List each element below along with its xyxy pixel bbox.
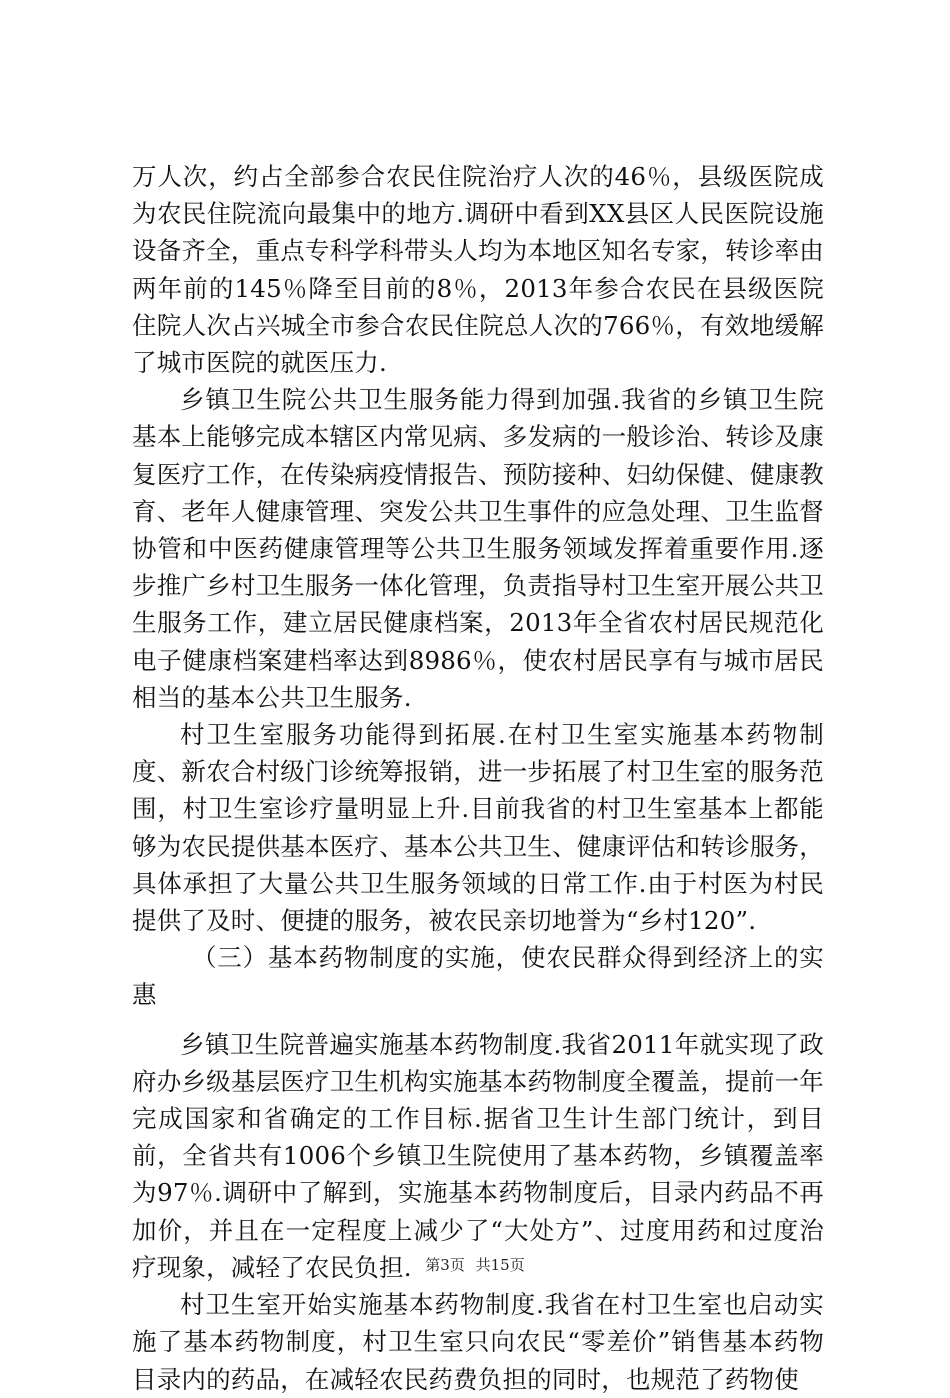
section-heading: （三）基本药物制度的实施，使农民群众得到经济上的实惠 (132, 943, 824, 1010)
page-footer (0, 1254, 950, 1275)
paragraph-township-health-center: 乡镇卫生院公共卫生服务能力得到加强.我省的乡镇卫生院基本上能够完成本辖区内常见病、多发病的一般诊治、转诊及康复医疗工作，在传染病疫情报告、预防接种、妇幼保健、健康教育、老年人健康管理、突发公共卫生事件的应急处理、卫生监督协管和中医药健康管理等公共卫生服务领域发挥着重要作用.逐步推广乡村卫生服务一体化管理，负责指导村卫生室开展公共卫生服务工作，建立居民健康档案，2013年全省农村居民规范化电子健康档案建档率达到8986％，使农村居民享有与城市居民相当的基本公共卫生服务. (132, 385, 824, 712)
paragraph-essential-drugs-township: 乡镇卫生院普遍实施基本药物制度.我省2011年就实现了政府办乡级基层医疗卫生机构实施基本药物制度全覆盖，提前一年完成国家和省确定的工作目标.据省卫生计生部门统计，到目前，全省共有1006个乡镇卫生院使用了基本药物，乡镇覆盖率为97％.调研中了解到，实施基本药物制度后，目录内药品不再加价，并且在一定程度上减少了“大处方”、过度用药和过度治疗现象，减轻了农民负担. (132, 1029, 824, 1282)
paragraph-county-hospital: 万人次，约占全部参合农民住院治疗人次的46％，县级医院成为农民住院流向最集中的地方.调研中看到XX县区人民医院设施设备齐全，重点专科学科带头人均为本地区知名专家，转诊率由两年前的145％降至目前的8％，2013年参合农民在县级医院住院人次占兴城全市参合农民住院总人次的766％，有效地缓解了城市医院的就医压力. (132, 162, 824, 378)
paragraph-essential-drugs-village: 村卫生室开始实施基本药物制度.我省在村卫生室也启动实施了基本药物制度，村卫生室只向农民“零差价”销售基本药物目录内的药品，在减轻农民药费负担的同时，也规范了药物使 (132, 1290, 824, 1394)
page-number: 第3页 (425, 1256, 465, 1274)
document-body (132, 158, 824, 1398)
paragraph-village-clinic: 村卫生室服务功能得到拓展.在村卫生室实施基本药物制度、新农合村级门诊统筹报销，进一步拓展了村卫生室的服务范围，村卫生室诊疗量明显上升.目前我省的村卫生室基本上都能够为农民提供基本医疗、基本公共卫生、健康评估和转诊服务，具体承担了大量公共卫生服务领域的日常工作.由于村医为村民提供了及时、便捷的服务，被农民亲切地誉为“乡村120”. (132, 720, 824, 936)
page-total: 共15页 (475, 1256, 525, 1274)
